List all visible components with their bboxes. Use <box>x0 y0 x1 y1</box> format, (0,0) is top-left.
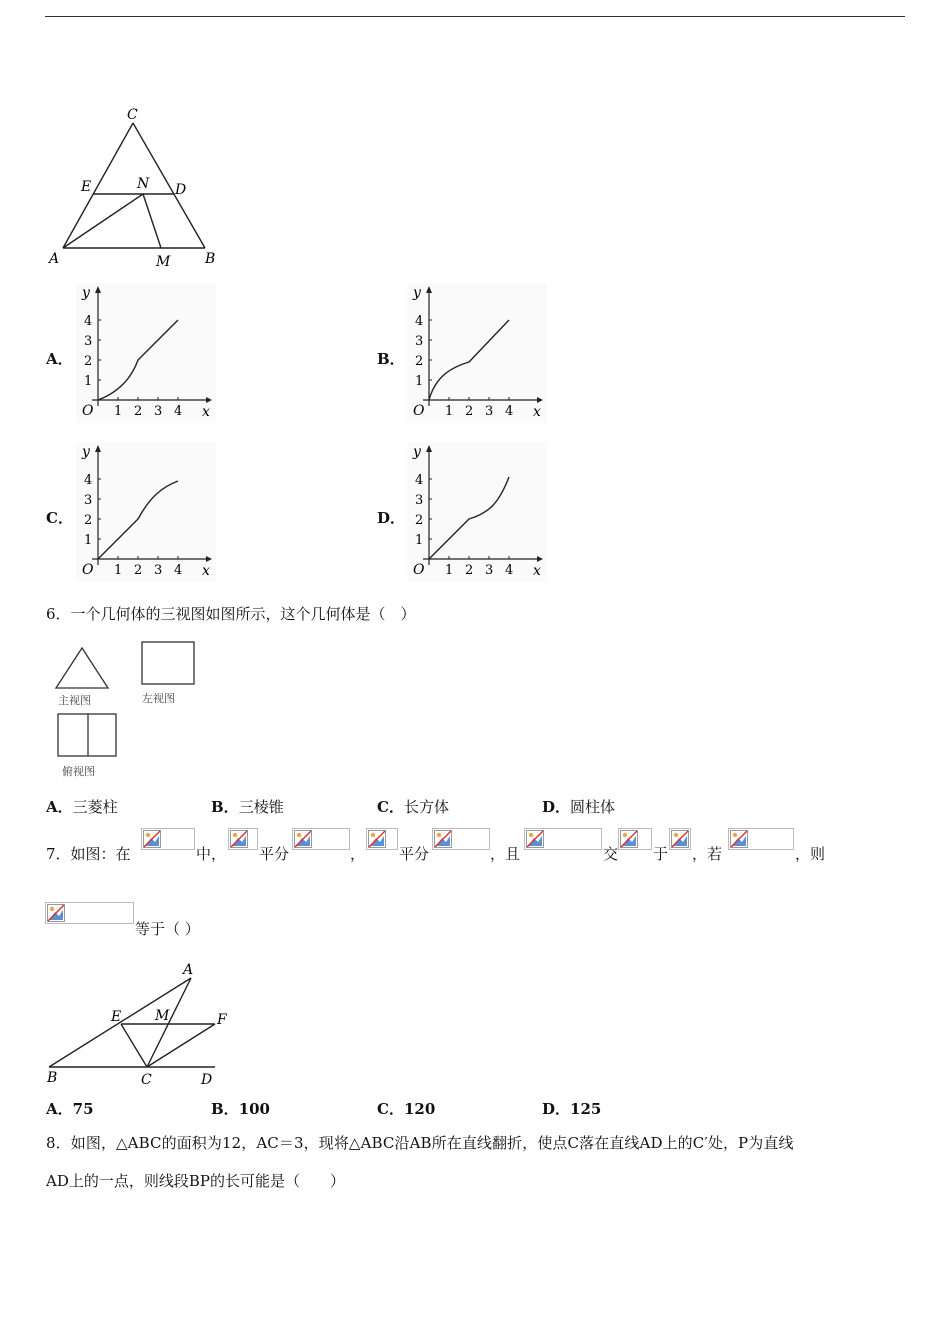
y-tick-label: 3 <box>84 493 93 508</box>
q7-formula-image-5 <box>432 828 490 850</box>
q6-question: 6．一个几何体的三视图如图所示，这个几何体是（ ） <box>46 605 416 623</box>
x-tick-label: 3 <box>485 563 494 578</box>
label-B: B <box>47 1070 58 1086</box>
label-E: E <box>111 1009 122 1025</box>
q7-text-6: 交 <box>603 845 619 863</box>
q7-option-c-text: 120 <box>403 1100 436 1118</box>
q6-option-b-text: 三棱锥 <box>238 798 284 816</box>
q7-option-c-label: C． <box>377 1100 404 1118</box>
q7-figure <box>45 960 235 1092</box>
q7-text-8: ，若 <box>692 845 723 863</box>
broken-image-icon <box>47 904 65 922</box>
q7-text-4: 平分 <box>399 845 430 863</box>
q8-line1: 8．如图，△ABC的面积为12，AC＝3，现将△ABC沿AB所在直线翻折，使点C落在直线AD上的C′处，P为直线 <box>46 1134 794 1152</box>
q7-formula-image-7 <box>618 828 652 850</box>
label-C: C <box>127 107 138 123</box>
q7-formula-image-8 <box>669 828 691 850</box>
x-tick-label: 1 <box>445 563 454 578</box>
graph-b <box>407 283 547 423</box>
y-axis-label: y <box>413 285 421 301</box>
broken-image-icon <box>434 830 452 848</box>
q7-option-b[interactable] <box>211 1098 270 1119</box>
y-tick-label: 1 <box>84 533 93 548</box>
y-axis-label: y <box>82 285 90 301</box>
q7-text-0: 7．如图：在 <box>46 845 131 863</box>
y-tick-label: 4 <box>84 473 93 488</box>
q7-formula-image-6 <box>524 828 602 850</box>
x-tick-label: 2 <box>465 404 474 419</box>
q6-option-a-text: 三菱柱 <box>72 798 118 816</box>
q7-formula-image-4 <box>366 828 398 850</box>
q6-option-c-label: C． <box>377 798 404 816</box>
q6-option-b[interactable] <box>211 796 284 817</box>
broken-image-icon <box>526 830 544 848</box>
x-axis-label: x <box>533 404 541 420</box>
y-tick-label: 3 <box>84 334 93 349</box>
label-F: F <box>217 1012 227 1028</box>
broken-image-icon <box>143 830 161 848</box>
q7-text-3: ， <box>350 845 366 863</box>
y-tick-label: 1 <box>415 374 424 389</box>
y-tick-label: 1 <box>84 374 93 389</box>
x-tick-label: 4 <box>505 563 514 578</box>
x-tick-label: 4 <box>505 404 514 419</box>
q5-option-c-label[interactable]: C． <box>46 509 73 527</box>
q7-text-9: ，则 <box>795 845 826 863</box>
y-tick-label: 2 <box>415 354 424 369</box>
left-view-label: 左视图 <box>142 692 175 705</box>
q7-text-5: ，且 <box>490 845 521 863</box>
label-A: A <box>49 251 60 267</box>
q6-option-d-text: 圆柱体 <box>570 798 616 816</box>
label-D: D <box>175 182 187 198</box>
q7-option-a-text: 75 <box>72 1100 94 1118</box>
q7-formula-image-10 <box>45 902 134 924</box>
x-tick-label: 1 <box>114 404 123 419</box>
broken-image-icon <box>230 830 248 848</box>
q5-option-d-label[interactable]: D． <box>377 509 406 527</box>
q7-option-b-text: 100 <box>238 1100 270 1118</box>
y-tick-label: 3 <box>415 334 424 349</box>
origin-label: O <box>82 562 94 578</box>
x-axis-label: x <box>533 563 541 579</box>
x-tick-label: 3 <box>154 404 163 419</box>
x-tick-label: 2 <box>134 404 143 419</box>
label-M: M <box>156 254 171 270</box>
q6-option-b-label: B． <box>211 798 239 816</box>
y-tick-label: 2 <box>84 513 93 528</box>
broken-image-icon <box>620 830 638 848</box>
q7-text-2: 平分 <box>259 845 290 863</box>
x-tick-label: 2 <box>465 563 474 578</box>
triangle-figure <box>45 103 225 273</box>
q7-text-7: 于 <box>653 845 669 863</box>
x-tick-label: 3 <box>485 404 494 419</box>
y-tick-label: 4 <box>415 473 424 488</box>
x-tick-label: 1 <box>445 404 454 419</box>
origin-label: O <box>413 562 425 578</box>
graph-d <box>407 442 547 582</box>
q7-option-a[interactable] <box>46 1098 94 1119</box>
broken-image-icon <box>368 830 386 848</box>
q7-formula-image-3 <box>292 828 350 850</box>
label-C: C <box>141 1072 152 1088</box>
q6-option-c[interactable] <box>377 796 449 817</box>
q5-option-a-label[interactable]: A． <box>46 350 73 368</box>
front-view-label: 主视图 <box>58 694 91 707</box>
x-axis-label: x <box>202 404 210 420</box>
x-axis-label: x <box>202 563 210 579</box>
graph-a <box>76 283 216 423</box>
q6-option-d[interactable] <box>542 796 615 817</box>
q7-formula-image-2 <box>228 828 258 850</box>
graph-c <box>76 442 216 582</box>
y-tick-label: 2 <box>84 354 93 369</box>
x-tick-label: 2 <box>134 563 143 578</box>
label-N: N <box>137 176 150 192</box>
y-axis-label: y <box>82 444 90 460</box>
origin-label: O <box>82 403 94 419</box>
x-tick-label: 4 <box>174 563 183 578</box>
q5-option-b-label[interactable]: B． <box>377 350 405 368</box>
label-D: D <box>201 1072 213 1088</box>
q7-option-a-label: A． <box>46 1100 73 1118</box>
y-tick-label: 3 <box>415 493 424 508</box>
q7-option-d-label: D． <box>542 1100 571 1118</box>
broken-image-icon <box>730 830 748 848</box>
q7-option-c[interactable] <box>377 1098 435 1119</box>
broken-image-icon <box>294 830 312 848</box>
x-tick-label: 1 <box>114 563 123 578</box>
q6-option-a[interactable] <box>46 796 118 817</box>
q6-option-d-label: D． <box>542 798 571 816</box>
y-tick-label: 4 <box>84 314 93 329</box>
x-tick-label: 4 <box>174 404 183 419</box>
q7-formula-image-1 <box>141 828 195 850</box>
label-A: A <box>183 962 194 978</box>
y-tick-label: 1 <box>415 533 424 548</box>
q7-option-b-label: B． <box>211 1100 239 1118</box>
q8-line2: AD上的一点，则线段BP的长可能是（ ） <box>46 1172 345 1190</box>
broken-image-icon <box>671 830 689 848</box>
three-views-figure <box>50 638 210 783</box>
y-tick-label: 2 <box>415 513 424 528</box>
origin-label: O <box>413 403 425 419</box>
label-E: E <box>81 179 92 195</box>
top-view-label: 俯视图 <box>62 765 95 778</box>
q7-option-d-text: 125 <box>570 1100 602 1118</box>
q6-option-c-text: 长方体 <box>403 798 449 816</box>
label-M: M <box>155 1008 170 1024</box>
header-rule <box>45 16 905 17</box>
y-axis-label: y <box>413 444 421 460</box>
q7-option-d[interactable] <box>542 1098 601 1119</box>
q7-line2-tail: 等于（ ） <box>135 920 200 938</box>
x-tick-label: 3 <box>154 563 163 578</box>
q6-option-a-label: A． <box>46 798 73 816</box>
q7-text-1: 中， <box>196 845 227 863</box>
y-tick-label: 4 <box>415 314 424 329</box>
label-B: B <box>205 251 216 267</box>
q7-formula-image-9 <box>728 828 794 850</box>
